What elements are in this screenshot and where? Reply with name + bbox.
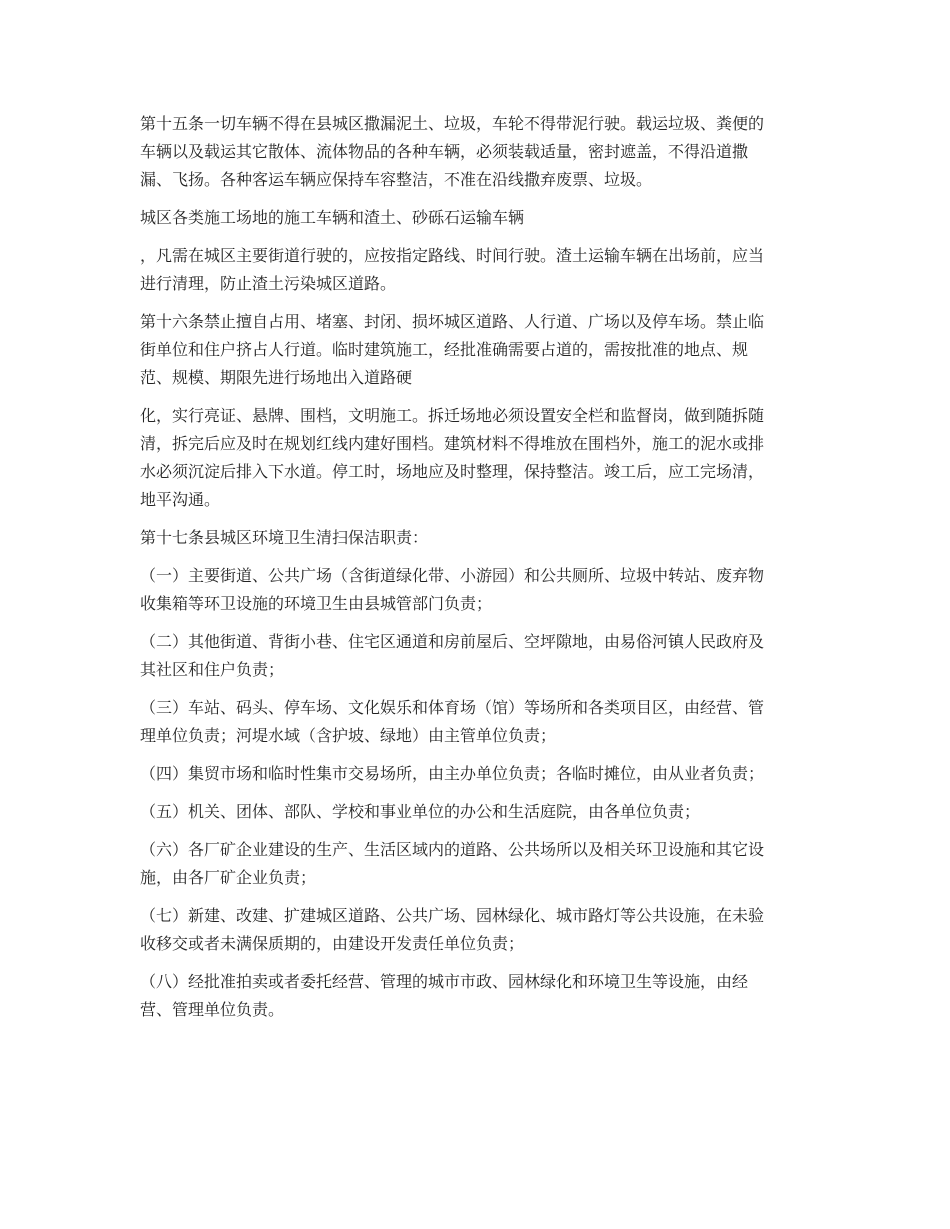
text-line: 水必须沉淀后排入下水道。停工时，场地应及时整理，保持整洁。竣工后，应工完场清， — [140, 462, 765, 481]
paragraph-construction-site — [140, 402, 812, 514]
text-line: 漏、飞扬。各种客运车辆应保持车容整洁，不准在沿线撒弃废票、垃圾。 — [140, 170, 653, 189]
text-line: 收移交或者未满保质期的，由建设开发责任单位负责； — [140, 934, 525, 953]
text-line: （四）集贸市场和临时性集市交易场所，由主办单位负责；各临时摊位，由从业者负责； — [140, 764, 765, 783]
text-line: （三）车站、码头、停车场、文化娱乐和体育场（馆）等场所和各类项目区，由经营、管 — [140, 698, 765, 717]
paragraph-item-7 — [140, 902, 812, 958]
text-line: 其社区和住户负责； — [140, 660, 285, 679]
paragraph-item-5 — [140, 798, 812, 826]
text-line: 车辆以及载运其它散体、流体物品的各种车辆，必须装载适量，密封遮盖，不得沿道撒 — [140, 142, 749, 161]
paragraph-article-15 — [140, 110, 812, 194]
text-line: （五）机关、团体、部队、学校和事业单位的办公和生活庭院，由各单位负责； — [140, 802, 701, 821]
text-line: 街单位和住户挤占人行道。临时建筑施工，经批准确需要占道的，需按批准的地点、规 — [140, 340, 749, 359]
text-line: （二）其他街道、背街小巷、住宅区通道和房前屋后、空坪隙地，由易俗河镇人民政府及 — [140, 632, 765, 651]
paragraph-article-16 — [140, 308, 812, 392]
text-line: （六）各厂矿企业建设的生产、生活区域内的道路、公共场所以及相关环卫设施和其它设 — [140, 840, 765, 859]
paragraph-item-4 — [140, 760, 812, 788]
paragraph-construction-vehicles — [140, 204, 812, 232]
text-line: ，凡需在城区主要街道行驶的，应按指定路线、时间行驶。渣土运输车辆在出场前，应当 — [140, 246, 765, 265]
text-line: 收集箱等环卫设施的环境卫生由县城管部门负责； — [140, 594, 493, 613]
paragraph-item-3 — [140, 694, 812, 750]
text-line: 施，由各厂矿企业负责； — [140, 868, 317, 887]
text-line: （八）经批准拍卖或者委托经营、管理的城市市政、园林绿化和环境卫生等设施，由经 — [140, 972, 749, 991]
paragraph-item-6 — [140, 836, 812, 892]
text-line: 清，拆完后应及时在规划红线内建好围档。建筑材料不得堆放在围档外，施工的泥水或排 — [140, 434, 765, 453]
paragraph-item-1 — [140, 562, 812, 618]
paragraph-item-8 — [140, 968, 812, 1024]
text-line: 第十五条一切车辆不得在县城区撒漏泥土、垃圾，车轮不得带泥行驶。载运垃圾、粪便的 — [140, 114, 765, 133]
text-line: 营、管理单位负责。 — [140, 1000, 285, 1019]
text-line: 第十六条禁止擅自占用、堵塞、封闭、损坏城区道路、人行道、广场以及停车场。禁止临 — [140, 312, 765, 331]
text-line: 化，实行亮证、悬牌、围档，文明施工。拆迁场地必须设置安全栏和监督岗，做到随拆随 — [140, 406, 765, 425]
text-line: （一）主要街道、公共广场（含街道绿化带、小游园）和公共厕所、垃圾中转站、废弃物 — [140, 566, 765, 585]
text-line: 城区各类施工场地的施工车辆和渣土、砂砾石运输车辆 — [140, 208, 525, 227]
paragraph-route-rules — [140, 242, 812, 298]
paragraph-item-2 — [140, 628, 812, 684]
text-line: 地平沟通。 — [140, 490, 221, 509]
text-line: 进行清理，防止渣土污染城区道路。 — [140, 274, 397, 293]
paragraph-article-17 — [140, 524, 812, 552]
text-line: 第十七条县城区环境卫生清扫保洁职责： — [140, 528, 429, 547]
document-body — [140, 110, 812, 1034]
text-line: （七）新建、改建、扩建城区道路、公共广场、园林绿化、城市路灯等公共设施，在未验 — [140, 906, 765, 925]
text-line: 理单位负责；河堤水域（含护坡、绿地）由主管单位负责； — [140, 726, 557, 745]
text-line: 范、规模、期限先进行场地出入道路硬 — [140, 368, 413, 387]
